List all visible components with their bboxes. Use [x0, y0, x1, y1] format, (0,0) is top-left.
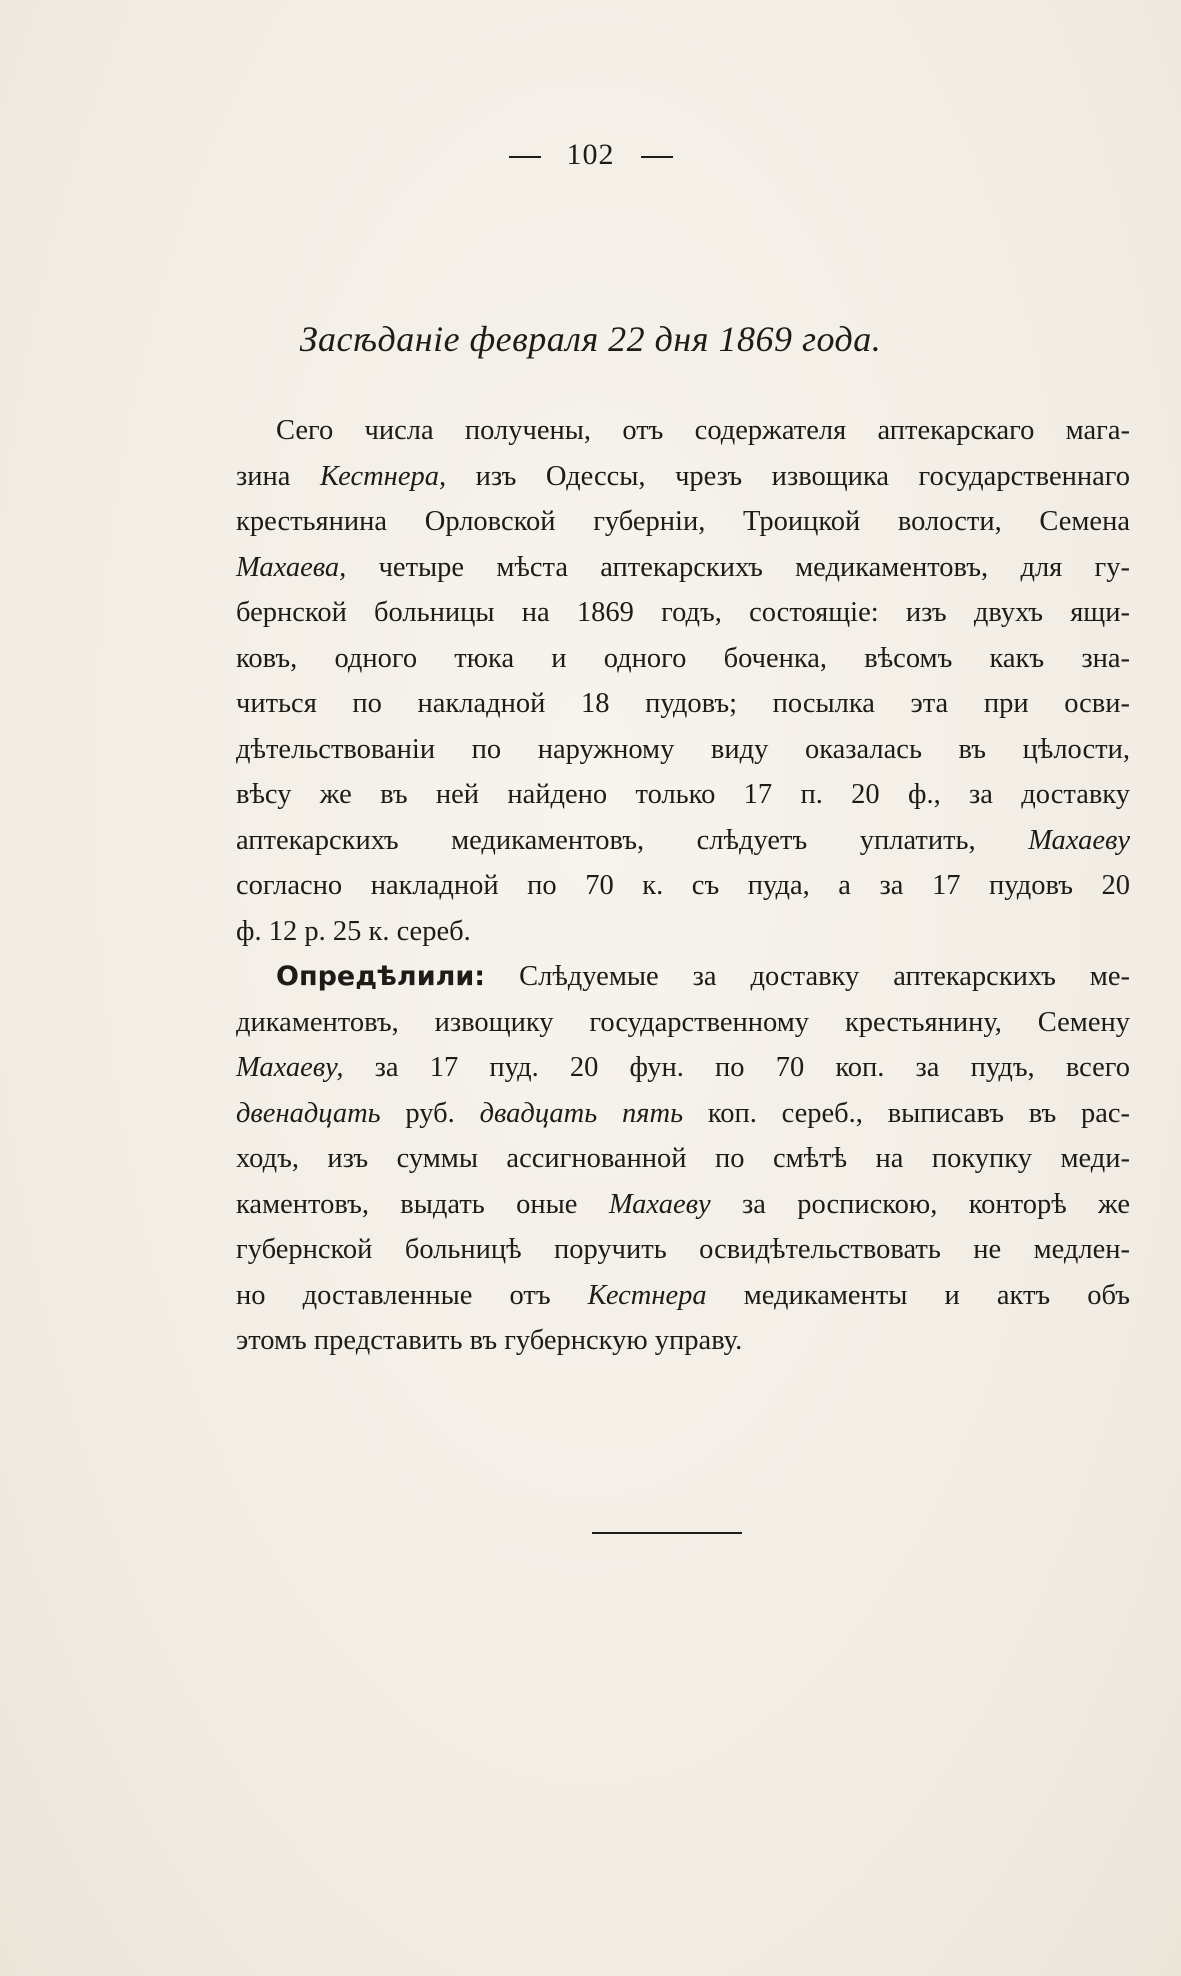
- text-run: за роспискою, конторѣ же: [710, 1188, 1131, 1220]
- text-line: [236, 1045, 1130, 1091]
- text-line: [236, 1000, 1130, 1046]
- text-run: крестьянина Орловской губерніи, Троицкой волости, Семена: [236, 506, 1130, 537]
- resolution-label: Опредѣлили:: [276, 961, 486, 992]
- text-line: [236, 590, 1130, 636]
- text-run: этомъ представить въ губернскую управу.: [236, 1325, 743, 1356]
- italic-name: Махаеву: [608, 1188, 711, 1220]
- text-run: четыре мѣста аптекарскихъ медикаментовъ, для гу-: [346, 551, 1130, 583]
- italic-name: Махаеву: [1028, 824, 1130, 856]
- text-run: изъ Одессы, чрезъ извощика государственнаго: [446, 460, 1130, 492]
- right-dash: [641, 156, 673, 158]
- text-line: [236, 545, 1130, 591]
- text-line: [236, 1136, 1130, 1182]
- italic-name: Махаева,: [236, 551, 347, 583]
- text-line: [236, 772, 1130, 818]
- text-run: ковъ, одного тюка и одного боченка, вѣсомъ какъ зна-: [236, 642, 1130, 674]
- text-run: но доставленные отъ: [236, 1279, 588, 1311]
- italic-name: Махаеву,: [236, 1052, 344, 1083]
- text-line: [236, 408, 1130, 454]
- text-line: [236, 818, 1130, 864]
- body-text: [236, 408, 1130, 1364]
- text-run: ходъ, изъ суммы ассигнованной по смѣтѣ на покупку меди-: [236, 1143, 1130, 1174]
- text-line: [236, 863, 1130, 909]
- italic-name: Кестнера,: [319, 460, 447, 492]
- closing-rule: [592, 1532, 742, 1534]
- text-line: [236, 499, 1130, 545]
- text-run: коп. сереб., выписавъ въ рас-: [683, 1097, 1130, 1129]
- text-run: руб.: [380, 1097, 480, 1129]
- left-dash: [509, 156, 541, 158]
- text-line: [236, 954, 1130, 1000]
- text-line: [236, 1182, 1130, 1228]
- italic-name: двенадцать: [236, 1097, 381, 1129]
- page-number: 102: [566, 138, 615, 171]
- text-line: [236, 1091, 1130, 1137]
- paragraph-received: [236, 408, 1130, 954]
- text-line: [236, 681, 1130, 727]
- italic-name: Кестнера: [587, 1279, 707, 1311]
- text-line: [236, 727, 1130, 773]
- text-run: дикаментовъ, извощику государственному крестьянину, Семену: [236, 1006, 1130, 1038]
- text-line: [236, 909, 1130, 955]
- page-number-header: [0, 138, 1181, 172]
- text-run: согласно накладной по 70 к. съ пуда, а за 17 пудовъ 20: [236, 870, 1130, 901]
- text-run: вѣсу же въ ней найдено только 17 п. 20 ф., за доставку: [236, 779, 1130, 810]
- text-run: бернской больницы на 1869 годъ, состоящіе: изъ двухъ ящи-: [236, 597, 1130, 628]
- text-run: Сего числа получены, отъ содержателя аптекарскаго мага-: [276, 415, 1130, 446]
- text-run: медикаменты и актъ объ: [706, 1279, 1130, 1311]
- text-line: [236, 1227, 1130, 1273]
- text-run: губернской больницѣ поручить освидѣтельствовать не медлен-: [236, 1234, 1130, 1265]
- italic-name: двадцать пять: [479, 1097, 684, 1129]
- text-run: Слѣдуемые за доставку аптекарскихъ ме-: [485, 961, 1130, 992]
- text-run: читься по накладной 18 пудовъ; посылка эта при осви-: [236, 688, 1130, 719]
- text-line: [236, 454, 1130, 500]
- text-run: аптекарскихъ медикаментовъ, слѣдуетъ уплатить,: [236, 824, 1029, 856]
- text-line: [236, 1318, 1130, 1364]
- text-line: [236, 636, 1130, 682]
- text-run: за 17 пуд. 20 фун. по 70 коп. за пудъ, всего: [343, 1052, 1130, 1083]
- text-run: ф. 12 р. 25 к. сереб.: [236, 915, 471, 947]
- paragraph-resolution: [236, 954, 1130, 1364]
- text-run: каментовъ, выдать оные: [236, 1188, 609, 1220]
- section-title: Засѣданіе февраля 22 дня 1869 года.: [299, 319, 882, 359]
- text-line: [236, 1273, 1130, 1319]
- text-run: дѣтельствованіи по наружному виду оказалась въ цѣлости,: [236, 733, 1130, 765]
- text-run: зина: [236, 460, 320, 492]
